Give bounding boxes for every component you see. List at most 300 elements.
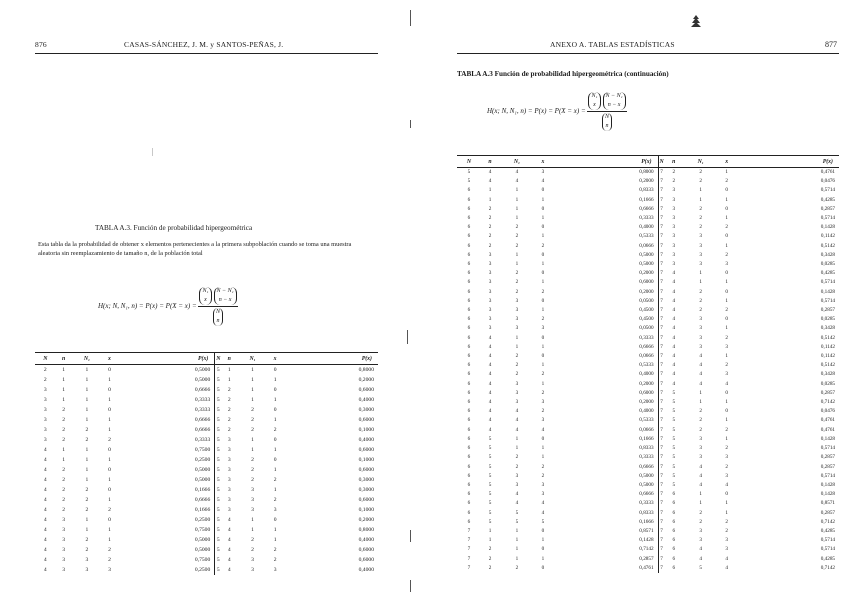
table-cell: 0,3428 — [820, 251, 835, 258]
table-cell: 4 — [227, 557, 231, 563]
table-cell: 4 — [43, 557, 47, 563]
table-cell: 3 — [672, 233, 676, 240]
table-cell: 5 — [672, 389, 676, 396]
table-cell: 5 — [215, 515, 222, 525]
table-cell: 0,3333 — [194, 397, 211, 403]
table-cell: 4 — [43, 537, 47, 543]
publisher-emblem-icon — [690, 14, 702, 28]
table-cell: 0,4000 — [358, 567, 374, 573]
table-cell: 1 — [515, 546, 519, 553]
column-header: n — [481, 156, 499, 168]
table-cell: 3 — [43, 427, 47, 433]
table-cell: 3 — [227, 437, 231, 443]
table-cell: 4 — [699, 353, 702, 360]
binomial-n-n: N n — [213, 308, 223, 326]
table-cell: 0,4000 — [639, 224, 654, 231]
table-cell: 3 — [672, 251, 676, 258]
table-cell: 0,1428 — [639, 537, 654, 544]
table-row — [35, 485, 378, 495]
table-cell: 0,3333 — [639, 454, 654, 461]
table-cell: 2 — [699, 417, 702, 424]
table-cell: 1 — [273, 527, 277, 533]
table-cell: 7 — [658, 315, 665, 324]
table-cell: 0,2000 — [358, 517, 374, 523]
table-cell: 6 — [467, 362, 471, 369]
table-cell: 7 — [658, 232, 665, 241]
table-cell: 0,2000 — [639, 288, 654, 295]
table-cell: 0,6666 — [639, 491, 654, 498]
table-cell: 6 — [467, 500, 471, 507]
table-cell: 5 — [672, 408, 676, 415]
table-row — [457, 527, 839, 536]
table-cell: 0 — [108, 487, 111, 493]
column-header: N — [457, 156, 481, 168]
table-row — [35, 385, 378, 395]
table-cell: 0,8000 — [639, 169, 654, 175]
table-cell: 5 — [488, 518, 492, 525]
table-cell: 7 — [658, 242, 665, 251]
table-cell: 0,4285 — [820, 270, 835, 277]
table-cell: 1 — [699, 491, 702, 498]
table-cell: 5 — [672, 463, 676, 470]
table-cell: 0,6000 — [639, 279, 654, 286]
table-cell: 2 — [725, 527, 728, 534]
table-cell: 0,5714 — [820, 537, 835, 544]
table-cell: 1 — [108, 537, 111, 543]
table-cell: 0,0666 — [639, 242, 654, 249]
table-cell: 1 — [515, 334, 519, 341]
table-cell: 0,3333 — [639, 215, 654, 222]
table-cell: 0,0285 — [820, 380, 835, 387]
table-cell: 3 — [43, 407, 47, 413]
table-cell: 2 — [725, 334, 728, 341]
table-cell: 0,6000 — [358, 467, 374, 473]
table-cell: 1 — [699, 500, 702, 507]
table-cell: 7 — [658, 536, 665, 545]
table-row — [457, 315, 839, 324]
table-cell: 4 — [672, 371, 676, 378]
scan-mark: | — [152, 147, 154, 156]
table-cell: 4 — [43, 517, 47, 523]
table-row — [35, 555, 378, 565]
table-cell: 0,0476 — [820, 408, 835, 415]
table-row — [35, 375, 378, 385]
table-cell: 3 — [672, 261, 676, 268]
table-cell: 2 — [251, 427, 254, 433]
table-cell: 0,2857 — [820, 463, 835, 470]
table-cell: 0,4761 — [820, 426, 835, 433]
table-cell: 2 — [488, 555, 492, 562]
table-cell: 0,1666 — [639, 435, 654, 442]
table-cell: 2 — [488, 215, 492, 222]
table-cell: 3 — [251, 487, 254, 493]
table-row — [457, 472, 839, 481]
table-cell: 0,0285 — [820, 261, 835, 268]
table-cell: 0 — [541, 564, 545, 571]
table-cell: 3 — [43, 397, 47, 403]
table-cell: 3 — [541, 399, 545, 406]
table-cell: 5 — [215, 435, 222, 445]
table-row — [457, 389, 839, 398]
table-cell: 2 — [488, 242, 492, 249]
table-cell: 3 — [699, 325, 702, 332]
table-row — [457, 278, 839, 287]
table-cell: 5 — [215, 475, 222, 485]
table-cell: 4 — [227, 517, 231, 523]
table-row — [457, 536, 839, 545]
table-cell: 0,8333 — [639, 445, 654, 452]
table-cell: 0,1000 — [358, 427, 374, 433]
table-cell: 2 — [488, 546, 492, 553]
table-cell: 5 — [515, 509, 519, 516]
table-cell: 4 — [227, 527, 231, 533]
table-cell: 1 — [725, 242, 728, 249]
table-cell: 5 — [215, 455, 222, 465]
table-cell: 5 — [215, 385, 222, 395]
table-cell: 2 — [251, 477, 254, 483]
table-cell: 1 — [85, 457, 89, 463]
table-cell: 1 — [273, 417, 277, 423]
table-cell: 4 — [227, 547, 231, 553]
column-header: N — [35, 353, 56, 365]
table-cell: 7 — [658, 509, 665, 518]
table-row — [35, 395, 378, 405]
table-cell: 0,6666 — [639, 205, 654, 212]
table-cell: 2 — [488, 233, 492, 240]
table-cell: 0,3428 — [820, 325, 835, 332]
table-cell: 4 — [699, 546, 702, 553]
table-cell: 0,8000 — [358, 527, 374, 533]
table-cell: 1 — [62, 387, 66, 393]
table-cell: 0,5333 — [639, 362, 654, 369]
table-cell: 0,2857 — [820, 509, 835, 516]
table-cell: 4 — [43, 487, 47, 493]
table-cell: 5 — [672, 399, 676, 406]
table-cell: 5 — [488, 435, 492, 442]
table-cell: 5 — [215, 565, 222, 575]
table-row — [457, 242, 839, 251]
table-cell: 2 — [541, 472, 545, 479]
table-cell: 1 — [541, 307, 545, 314]
table-cell: 3 — [227, 457, 231, 463]
table-cell: 7 — [467, 537, 471, 544]
table-cell: 1 — [699, 187, 702, 194]
table-cell: 2 — [541, 389, 545, 396]
table-cell: 4 — [488, 371, 492, 378]
table-cell: 2 — [699, 224, 702, 231]
table-cell: 6 — [672, 491, 676, 498]
table-cell: 1 — [725, 509, 728, 516]
table-cell: 2 — [699, 509, 702, 516]
binomial-n1-x: N₁ x — [199, 287, 211, 305]
table-cell: 7 — [658, 481, 665, 490]
table-cell: 1 — [725, 169, 728, 175]
table-cell: 0,4000 — [358, 397, 374, 403]
table-cell: 0,3333 — [639, 334, 654, 341]
table-cell: 0,5714 — [820, 187, 835, 194]
table-cell: 0 — [541, 297, 545, 304]
table-cell: 2 — [108, 547, 111, 553]
table-cell: 0,1000 — [358, 457, 374, 463]
table-cell: 1 — [251, 517, 254, 523]
table-cell: 0,5000 — [194, 467, 211, 473]
table-cell: 2 — [108, 437, 111, 443]
table-cell: 4 — [699, 371, 702, 378]
table-cell: 3 — [488, 270, 492, 277]
table-cell: 0,6666 — [639, 343, 654, 350]
table-cell: 0,5714 — [820, 297, 835, 304]
table-cell: 0,1428 — [820, 435, 835, 442]
table-cell: 1 — [699, 279, 702, 286]
table-cell: 1 — [108, 417, 111, 423]
table-cell: 1 — [227, 377, 231, 383]
table-cell: 7 — [658, 205, 665, 214]
table-cell: 4 — [699, 472, 702, 479]
table-cell: 0,1428 — [820, 491, 835, 498]
column-header: x — [535, 156, 552, 168]
table-cell: 4 — [515, 169, 519, 175]
table-cell: 0,8333 — [639, 509, 654, 516]
table-cell: 1 — [85, 397, 89, 403]
table-cell: 3 — [699, 537, 702, 544]
table-cell: 6 — [672, 537, 676, 544]
table-cell: 1 — [515, 251, 519, 258]
table-cell: 4 — [725, 555, 728, 562]
table-cell: 0,0285 — [820, 316, 835, 323]
table-cell: 4 — [699, 380, 702, 387]
running-header-right: ANEXO A. TABLAS ESTADÍSTICAS — [550, 40, 675, 49]
table-cell: 1 — [541, 362, 545, 369]
table-cell: 1 — [251, 367, 254, 373]
table-cell: 0 — [725, 288, 728, 295]
table-cell: 2 — [251, 547, 254, 553]
table-row — [457, 361, 839, 370]
table-cell: 5 — [699, 564, 702, 571]
table-cell: 1 — [725, 500, 728, 507]
table-cell: 2 — [515, 454, 519, 461]
table-row — [457, 463, 839, 472]
table-cell: 4 — [488, 399, 492, 406]
table-cell: 2 — [43, 377, 47, 383]
binomial-n-n: N n — [602, 113, 612, 131]
table-cell: 2 — [62, 417, 66, 423]
table-cell: 4 — [672, 343, 676, 350]
table-row — [35, 515, 378, 525]
table-cell: 7 — [658, 490, 665, 499]
table-cell: 2 — [672, 178, 676, 185]
table-cell: 5 — [488, 491, 492, 498]
table-cell: 7 — [658, 288, 665, 297]
table-cell: 7 — [658, 527, 665, 536]
table-cell: 7 — [658, 499, 665, 508]
table-cell: 7 — [658, 260, 665, 269]
table-cell: 6 — [467, 463, 471, 470]
table-cell: 0,1666 — [639, 196, 654, 203]
table-cell: 0,2857 — [820, 454, 835, 461]
table-cell: 0,4761 — [820, 169, 835, 175]
table-cell: 0 — [541, 187, 545, 194]
table-row — [457, 324, 839, 333]
table-cell: 4 — [43, 457, 47, 463]
table-cell: 3 — [251, 497, 254, 503]
table-cell: 2 — [515, 270, 519, 277]
table-cell: 2 — [85, 497, 89, 503]
table-cell: 0 — [108, 447, 111, 453]
table-cell: 0,6000 — [358, 557, 374, 563]
table-cell: 5 — [215, 535, 222, 545]
table-row — [457, 269, 839, 278]
table-cell: 5 — [215, 415, 222, 425]
table-cell: 2 — [515, 242, 519, 249]
table-cell: 6 — [467, 251, 471, 258]
table-cell: 5 — [515, 518, 519, 525]
table-cell: 0 — [273, 387, 277, 393]
table-cell: 4 — [515, 417, 519, 424]
table-cell: 7 — [467, 555, 471, 562]
table-cell: 0,1000 — [358, 507, 374, 513]
table-cell: 0,5000 — [194, 547, 211, 553]
table-cell: 0,8000 — [358, 367, 374, 373]
table-row — [457, 499, 839, 508]
page-number-right: 877 — [825, 40, 837, 49]
table-cell: 7 — [658, 214, 665, 223]
table-cell: 2 — [515, 224, 519, 231]
table-row — [457, 306, 839, 315]
table-cell: 0,6666 — [194, 417, 211, 423]
table-cell: 1 — [251, 377, 254, 383]
table-cell: 0,6000 — [358, 547, 374, 553]
table-cell: 0 — [541, 334, 545, 341]
table-cell: 1 — [541, 196, 545, 203]
table-cell: 4 — [672, 380, 676, 387]
table-cell: 1 — [541, 343, 545, 350]
binomial-n1-x: N₁ x — [588, 92, 600, 110]
table-cell: 0,1428 — [820, 288, 835, 295]
table-cell: 0 — [725, 316, 728, 323]
table-cell: 0,1142 — [820, 233, 835, 240]
table-cell: 0 — [725, 270, 728, 277]
table-cell: 1 — [251, 447, 254, 453]
table-cell: 3 — [62, 537, 66, 543]
table-cell: 1 — [515, 555, 519, 562]
table-cell: 1 — [515, 196, 519, 203]
table-cell: 0,6666 — [639, 463, 654, 470]
table-cell: 4 — [699, 362, 702, 369]
table-cell: 2 — [725, 224, 728, 231]
table-cell: 3 — [43, 417, 47, 423]
table-cell: 7 — [658, 416, 665, 425]
table-row — [457, 196, 839, 205]
table-cell: 0 — [273, 517, 277, 523]
table-cell: 2 — [541, 371, 545, 378]
table-cell: 1 — [251, 527, 254, 533]
column-header: N — [658, 156, 665, 168]
table-cell: 1 — [488, 527, 492, 534]
table-cell: 0,7142 — [820, 399, 835, 406]
table-cell: 6 — [467, 187, 471, 194]
table-cell: 4 — [43, 447, 47, 453]
table-cell: 0,5000 — [639, 251, 654, 258]
table-cell: 5 — [672, 435, 676, 442]
table-cell: 3 — [227, 477, 231, 483]
table-cell: 0 — [273, 367, 277, 373]
table-cell: 2 — [273, 477, 277, 483]
table-row — [35, 465, 378, 475]
table-cell: 1 — [251, 437, 254, 443]
table-cell: 6 — [467, 334, 471, 341]
table-cell: 0,4285 — [820, 527, 835, 534]
table-cell: 0 — [725, 205, 728, 212]
table-cell: 6 — [672, 555, 676, 562]
table-header-row — [457, 156, 839, 168]
table-cell: 0 — [108, 367, 111, 373]
table-cell: 4 — [515, 500, 519, 507]
table-cell: 3 — [672, 242, 676, 249]
table-cell: 3 — [488, 279, 492, 286]
table-cell: 7 — [658, 343, 665, 352]
table-cell: 3 — [273, 507, 277, 513]
right-page — [425, 0, 848, 597]
table-cell: 1 — [699, 399, 702, 406]
table-cell: 4 — [488, 417, 492, 424]
table-cell: 3 — [273, 567, 277, 573]
table-cell: 0,1428 — [820, 224, 835, 231]
table-cell: 0,4500 — [639, 316, 654, 323]
table-cell: 0,2857 — [820, 205, 835, 212]
table-cell: 4 — [43, 477, 47, 483]
table-cell: 3 — [541, 169, 545, 175]
table-cell: 6 — [467, 371, 471, 378]
table-cell: 1 — [541, 233, 545, 240]
table-row — [35, 435, 378, 445]
table-cell: 1 — [541, 454, 545, 461]
table-cell: 7 — [658, 407, 665, 416]
table-cell: 2 — [515, 371, 519, 378]
table-row — [457, 555, 839, 564]
table-cell: 5 — [215, 445, 222, 455]
table-cell: 4 — [515, 408, 519, 415]
table-cell: 3 — [488, 307, 492, 314]
table-cell: 0,7142 — [820, 518, 835, 525]
table-cell: 0,1666 — [194, 487, 211, 493]
table-cell: 3 — [43, 437, 47, 443]
table-cell: 2 — [62, 497, 66, 503]
table-row — [35, 455, 378, 465]
table-cell: 1 — [108, 377, 111, 383]
table-cell: 7 — [658, 453, 665, 462]
table-cell: 3 — [488, 325, 492, 332]
table-cell: 0 — [725, 233, 728, 240]
table-cell: 0,5000 — [639, 261, 654, 268]
table-cell: 2 — [725, 362, 728, 369]
table-row — [457, 435, 839, 444]
table-caption-left: TABLA A.3. Función de probabilidad hipergeométrica — [95, 224, 253, 232]
binomial-n-minus-n1: N − N₁ n − x — [603, 92, 626, 110]
table-cell: 0,5000 — [194, 537, 211, 543]
table-cell: 3 — [699, 445, 702, 452]
table-cell: 5 — [215, 365, 222, 376]
table-cell: 0,3000 — [358, 477, 374, 483]
table-cell: 0,6666 — [194, 387, 211, 393]
table-cell: 3 — [725, 546, 728, 553]
table-cell: 1 — [515, 215, 519, 222]
table-cell: 2 — [699, 169, 702, 175]
table-cell: 2 — [699, 297, 702, 304]
table-cell: 0,0666 — [639, 353, 654, 360]
table-cell: 2 — [725, 463, 728, 470]
table-cell: 2 — [725, 178, 728, 185]
table-row — [35, 525, 378, 535]
